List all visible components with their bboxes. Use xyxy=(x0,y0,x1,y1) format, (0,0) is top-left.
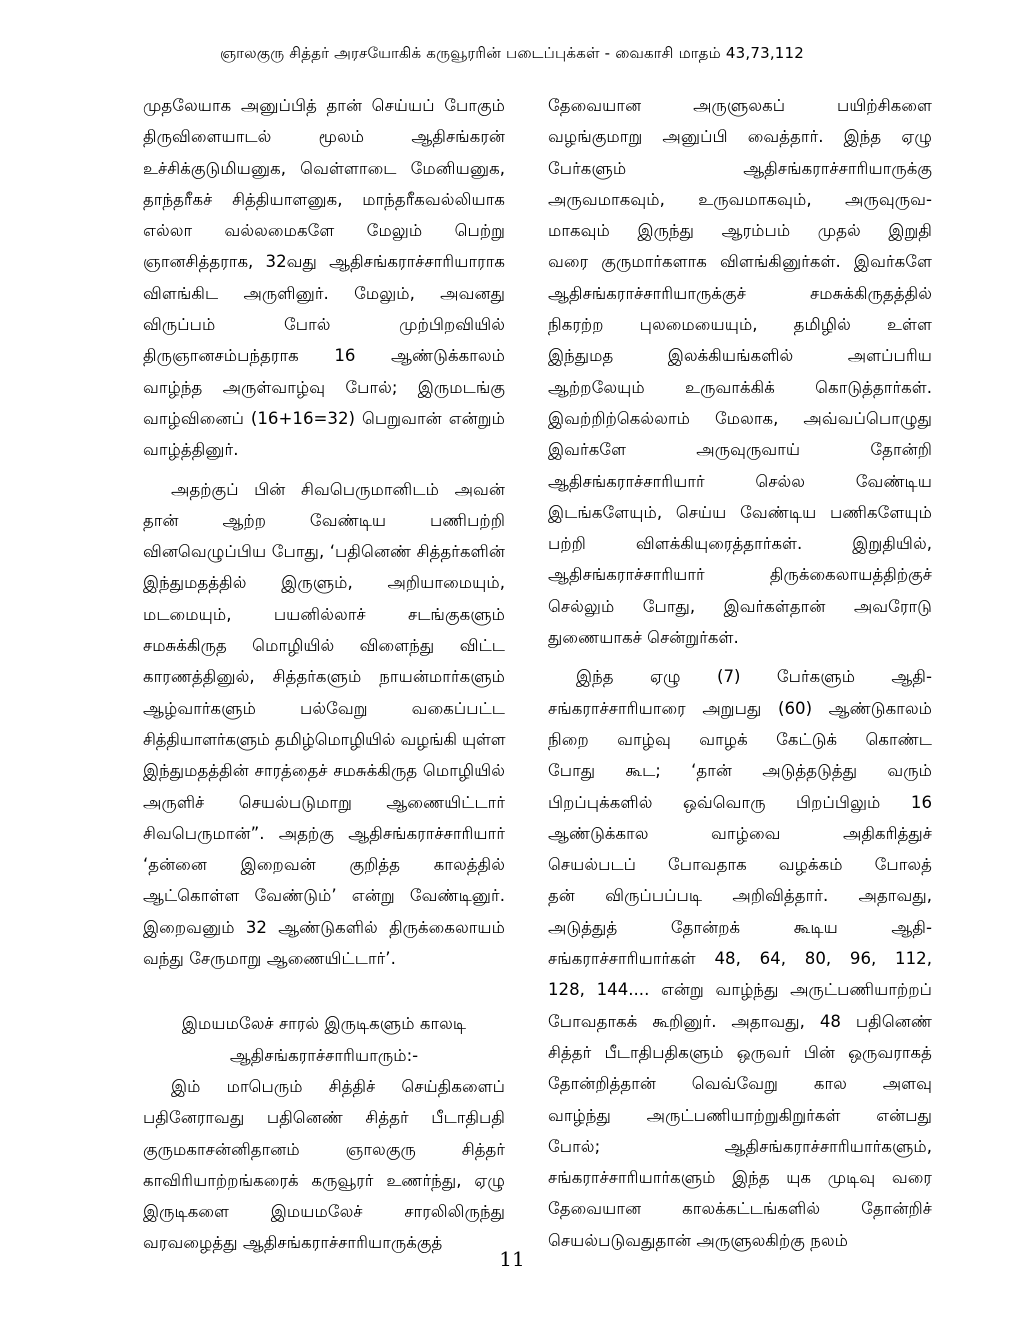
text-line: மடமையும், பயனில்லாச் சடங்குகளும் xyxy=(143,604,505,624)
text-line: போல்; ஆதிசங்கராச்சாரியார்களும், xyxy=(548,1136,932,1156)
text-line: பதினேராவது பதினெண் சித்தர் பீடாதிபதி xyxy=(143,1108,505,1128)
text-line: இருடிகளை இமயமலேச் சாரலிலிருந்து xyxy=(143,1202,505,1222)
paragraph xyxy=(548,661,932,1256)
text-line: இந்துமதத்தில் இருளும், அறியாமையும், xyxy=(143,573,505,593)
text-line: இம் மாபெரும் சித்திச் செய்திகளைப் xyxy=(171,1076,505,1096)
text-line: வரை குருமார்களாக விளங்கினுர்கள். இவர்களே xyxy=(548,252,932,272)
right-column xyxy=(548,90,932,1256)
text-line: இந்துமதத்தின் சாரத்தைச் சமசுக்கிருத மொழியில் xyxy=(143,761,505,781)
text-line: சங்கராச்சாரியாரை அறுபது (60) ஆண்டுகாலம் xyxy=(548,698,932,718)
text-line: செயல்படப் போவதாக வழக்கம் போலத் xyxy=(548,855,932,875)
text-line: முதலேயாக அனுப்பித் தான் செய்யப் போகும் xyxy=(143,96,505,115)
text-line: மாகவும் இருந்து ஆரம்பம் முதல் இறுதி xyxy=(548,221,932,241)
left-column xyxy=(143,90,505,1259)
paragraph xyxy=(143,1071,505,1259)
text-line: ஆட்கொள்ள வேண்டும்’ என்று வேண்டினுர். xyxy=(143,886,505,906)
text-line: சித்தியாளர்களும் தமிழ்மொழியில் வழங்கி யுள்ள xyxy=(143,729,506,749)
text-line: அதற்குப் பின் சிவபெருமானிடம் அவன் xyxy=(171,479,505,499)
section-heading xyxy=(143,1008,505,1071)
text-line: இவர்களே அருவுருவாய் தோன்றி xyxy=(548,440,932,460)
text-line: இந்த ஏழு (7) பேர்களும் ஆதி- xyxy=(576,667,932,687)
text-line: சங்கராச்சாரியார்களும் இந்த யுக முடிவு வரை xyxy=(548,1168,932,1188)
text-line: அருவமாகவும், உருவமாகவும், அருவுருவ- xyxy=(548,189,932,209)
text-line: காவிரியாற்றங்கரைக் கருவூரர் உணர்ந்து, ஏழு xyxy=(143,1170,505,1190)
text-line: ஆதிசங்கராச்சாரியாருக்குச் சமசுக்கிருதத்தில் xyxy=(548,283,932,303)
paragraph xyxy=(548,90,932,653)
running-header: ஞாலகுரு சித்தர் அரசயோகிக் கருவூரரின் படைப்புக்கள் - வைகாசி மாதம் 43,73,112 xyxy=(219,44,805,62)
text-line: இவற்றிற்கெல்லாம் மேலாக, அவ்வப்பொழுது xyxy=(548,408,932,428)
text-line: அடுத்துத் தோன்றக் கூடிய ஆதி- xyxy=(548,917,932,937)
text-line: தோன்றித்தான் வெவ்வேறு கால அளவு xyxy=(548,1074,932,1094)
text-line: பற்றி விளக்கியுரைத்தார்கள். இறுதியில், xyxy=(548,534,932,554)
text-line: வாழ்ந்த அருள்வாழ்வு போல்; இருமடங்கு xyxy=(143,377,505,397)
text-line: செயல்படுவதுதான் அருளுலகிற்கு நலம் xyxy=(548,1230,848,1250)
text-line: அருளிச் செயல்படுமாறு ஆணையிட்டார் xyxy=(143,792,505,812)
text-line: வாழ்வினைப் (16+16=32) பெறுவான் என்றும் xyxy=(143,408,505,428)
text-line: இடங்களேயும், செய்ய வேண்டிய பணிகளேயும் xyxy=(548,502,932,522)
text-line: தேவையான காலக்கட்டங்களில் தோன்றிச் xyxy=(548,1199,932,1219)
text-line: துணையாகச் சென்றுர்கள். xyxy=(548,628,739,648)
text-line: வந்து சேருமாறு ஆணையிட்டார்’. xyxy=(143,949,396,969)
text-line: காரணத்தினுல், சித்தர்களும் நாயன்மார்களும் xyxy=(143,667,505,687)
text-line: சிவபெருமான்”. அதற்கு ஆதிசங்கராச்சாரியார் xyxy=(143,823,505,843)
text-line: எல்லா வல்லமைகளே மேலும் பெற்று xyxy=(143,221,505,241)
paragraph xyxy=(143,90,505,466)
paragraph xyxy=(143,474,505,975)
text-line: சங்கராச்சாரியார்கள் 48, 64, 80, 96, 112, xyxy=(548,949,932,969)
text-line: தன் விருப்பப்படி அறிவித்தார். அதாவது, xyxy=(548,886,932,906)
text-line: வாழ்த்தினுர். xyxy=(143,440,239,460)
heading-line: இமயமலேச் சாரல் இருடிகளும் காலடி xyxy=(181,1014,467,1034)
text-line: பேர்களும் ஆதிசங்கராச்சாரியாருக்கு xyxy=(548,158,932,178)
text-line: ஆற்றலேயும் உருவாக்கிக் கொடுத்தார்கள். xyxy=(548,377,932,397)
heading-line: ஆதிசங்கராச்சாரியாரும்:- xyxy=(229,1045,419,1065)
page-number: 11 xyxy=(499,1247,525,1271)
text-line: ஆண்டுக்கால வாழ்வை அதிகரித்துச் xyxy=(548,823,932,843)
text-line: வாழ்ந்து அருட்பணியாற்றுகிறுர்கள் என்பது xyxy=(548,1105,932,1125)
text-line: தாந்தரீகச் சித்தியாளனுக, மாந்தரீகவல்லியாக xyxy=(143,189,505,209)
text-line: ஞானசித்தராக, 32வது ஆதிசங்கராச்சாரியாராக xyxy=(143,252,505,272)
text-line: உச்சிக்குடுமியனுக, வெள்ளாடை மேனியனுக, xyxy=(143,158,505,178)
text-line: ஆதிசங்கராச்சாரியார் திருக்கைலாயத்திற்குச் xyxy=(548,565,932,585)
text-line: இந்துமத இலக்கியங்களில் அளப்பரிய xyxy=(548,346,932,366)
text-line: ‘தன்னை இறைவன் குறித்த காலத்தில் xyxy=(143,855,505,875)
text-line: வினவெழுப்பிய போது, ‘பதினெண் சித்தர்களின் xyxy=(143,542,505,562)
text-line: வழங்குமாறு அனுப்பி வைத்தார். இந்த ஏழு xyxy=(548,127,932,147)
text-line: நிறை வாழ்வு வாழக் கேட்டுக் கொண்ட xyxy=(548,729,932,749)
text-line: திருவிளையாடல் மூலம் ஆதிசங்கரன் xyxy=(143,127,505,147)
text-line: பிறப்புக்களில் ஒவ்வொரு பிறப்பிலும் 16 xyxy=(548,792,932,812)
text-line: 128, 144.... என்று வாழ்ந்து அருட்பணியாற்றப் xyxy=(548,980,932,1000)
text-line: தேவையான அருளுலகப் பயிற்சிகளை xyxy=(548,96,932,115)
text-line: திருஞானசம்பந்தராக 16 ஆண்டுக்காலம் xyxy=(143,346,505,366)
text-line: விருப்பம் போல் முற்பிறவியில் xyxy=(143,315,505,335)
text-line: நிகரற்ற புலமையையும், தமிழில் உள்ள xyxy=(548,315,932,335)
text-line: வரவழைத்து ஆதிசங்கராச்சாரியாருக்குத் xyxy=(143,1233,443,1253)
text-line: ஆழ்வார்களும் பல்வேறு வகைப்பட்ட xyxy=(143,698,505,718)
text-line: குருமகாசன்னிதானம் ஞாலகுரு சித்தர் xyxy=(143,1139,505,1159)
text-line: ஆதிசங்கராச்சாரியார் செல்ல வேண்டிய xyxy=(548,471,932,491)
text-line: தான் ஆற்ற வேண்டிய பணிபற்றி xyxy=(143,510,505,530)
text-line: போவதாகக் கூறினுர். அதாவது, 48 பதினெண் xyxy=(548,1011,932,1031)
text-line: விளங்கிட அருளினுர். மேலும், அவனது xyxy=(143,283,505,303)
text-line: சமசுக்கிருத மொழியில் விளைந்து விட்ட xyxy=(143,636,505,656)
text-line: செல்லும் போது, இவர்கள்தான் அவரோடு xyxy=(548,596,932,616)
text-line: சித்தர் பீடாதிபதிகளும் ஒருவர் பின் ஒருவராகத் xyxy=(548,1042,932,1062)
text-line: இறைவனும் 32 ஆண்டுகளில் திருக்கைலாயம் xyxy=(143,917,505,937)
text-line: போது கூட; ‘தான் அடுத்தடுத்து வரும் xyxy=(548,761,932,781)
